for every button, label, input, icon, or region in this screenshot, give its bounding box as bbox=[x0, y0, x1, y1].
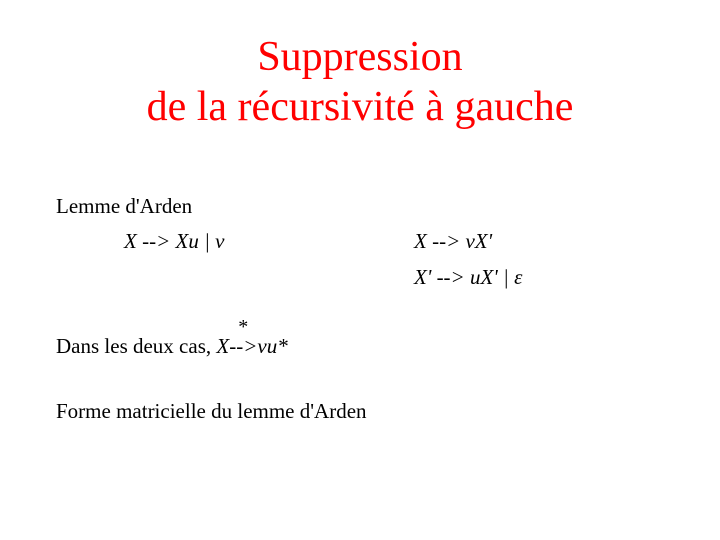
derivation-arrow bbox=[229, 316, 258, 359]
matrix-form-heading: Forme matricielle du lemme d'Arden bbox=[56, 399, 367, 423]
lemma-heading: Lemme d'Arden bbox=[56, 194, 193, 218]
derivation-arrow-text: --> bbox=[229, 334, 258, 358]
conclusion-statement bbox=[56, 316, 288, 359]
kleene-star-superscript: * bbox=[238, 316, 249, 338]
conclusion-rhs: vu* bbox=[257, 334, 288, 358]
grammar-rule-transformed-1: X --> vX' bbox=[414, 229, 493, 253]
conclusion-lhs: X bbox=[216, 334, 230, 358]
slide-title-line-1: Suppression bbox=[257, 34, 463, 80]
conclusion-prefix: Dans les deux cas, bbox=[56, 334, 217, 358]
slide-title bbox=[0, 32, 720, 132]
grammar-rule-transformed-2: X' --> uX' | ε bbox=[414, 265, 523, 289]
grammar-rule-left-recursive: X --> Xu | v bbox=[124, 229, 225, 253]
slide-title-line-2: de la récursivité à gauche bbox=[146, 84, 574, 130]
